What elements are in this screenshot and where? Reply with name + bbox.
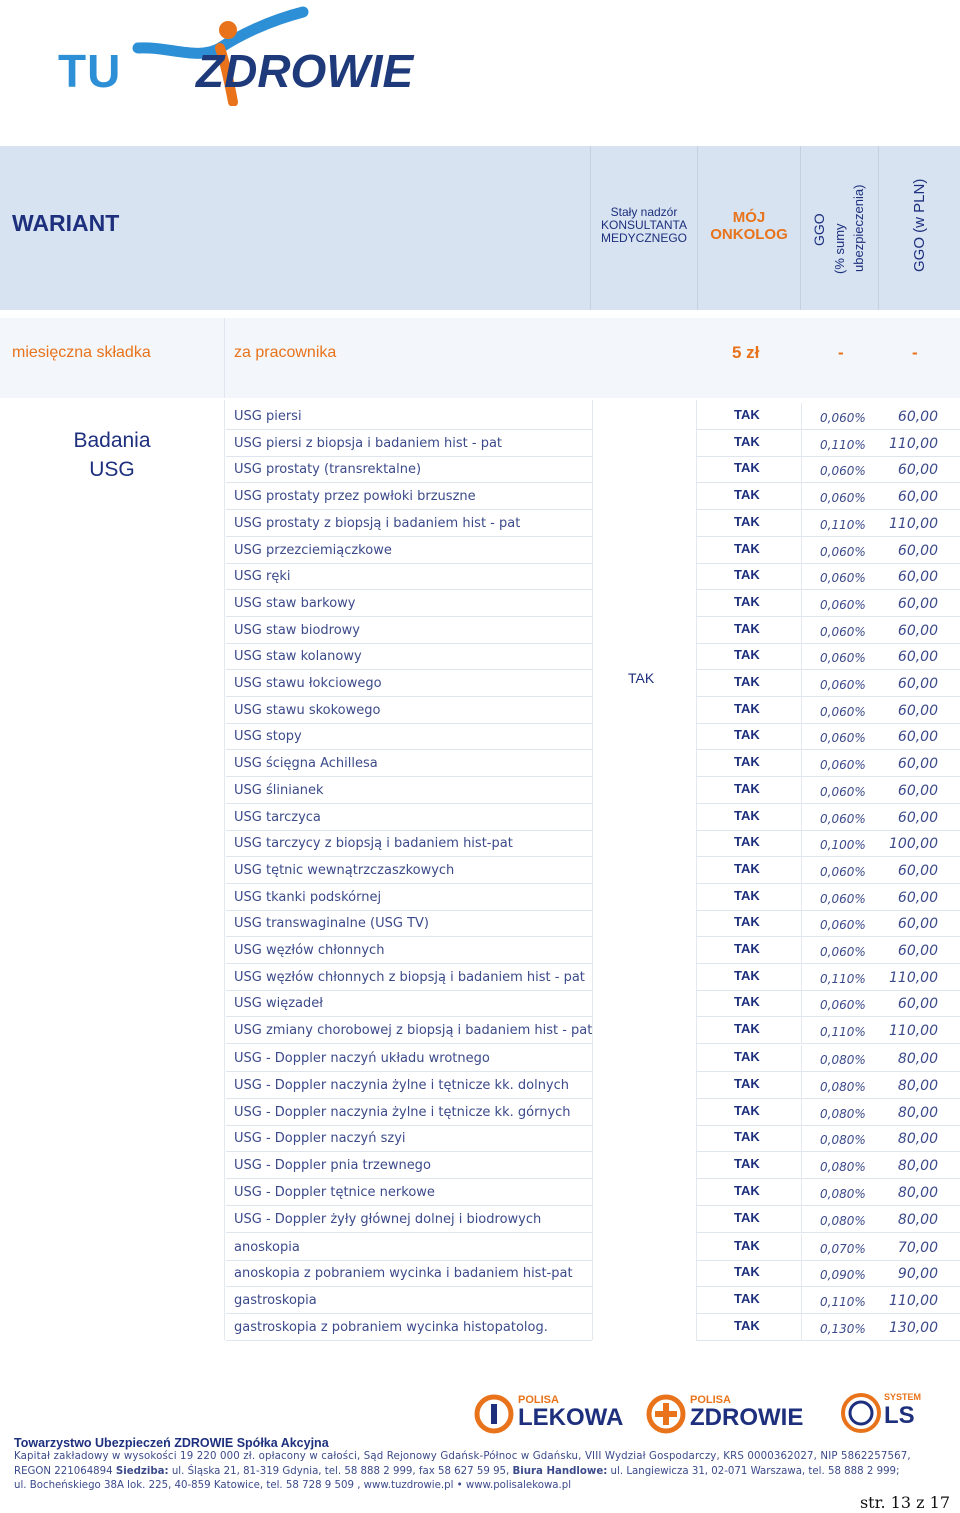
header-staly-nadzor <box>596 206 692 245</box>
row-divider <box>226 1340 592 1341</box>
row-divider <box>801 617 802 644</box>
ggo-percent: 0,060% <box>820 811 866 826</box>
service-name: USG staw biodrowy <box>234 622 360 638</box>
moj-onkolog-tak: TAK <box>734 1129 760 1145</box>
polisa-big-text: ZDROWIE <box>690 1404 804 1431</box>
company-footer <box>14 1436 924 1494</box>
moj-onkolog-tak: TAK <box>734 1076 760 1091</box>
ggo-pln: 100,00 <box>889 836 938 853</box>
ggo-pln: 90,00 <box>897 1266 938 1283</box>
moj-onkolog-tak: TAK <box>734 433 760 449</box>
service-name: USG więzadeł <box>234 996 323 1012</box>
moj-onkolog-tak: TAK <box>734 1209 760 1225</box>
header-staly-line: KONSULTANTA <box>600 218 687 232</box>
ggo-percent: 0,080% <box>820 1186 866 1201</box>
ggo-percent: 0,060% <box>820 864 866 879</box>
service-name: USG piersi <box>234 409 302 424</box>
ggo-pln: 80,00 <box>897 1211 938 1228</box>
table-row <box>226 1314 960 1341</box>
row-divider <box>801 1072 802 1099</box>
ggo-pln: 60,00 <box>897 943 938 959</box>
ggo-pln: 60,00 <box>897 916 938 933</box>
row-divider <box>801 750 802 777</box>
header-moj-onkolog <box>700 209 798 243</box>
table-header <box>0 146 960 310</box>
table-row <box>226 1206 960 1233</box>
service-name: USG tętnic wewnątrzczaszkowych <box>234 862 455 878</box>
table-row <box>226 590 960 617</box>
moj-onkolog-tak: TAK <box>734 1264 760 1280</box>
footer-line: ul. Bocheńskiego 38A lok. 225, 40-859 Katowice, tel. 58 728 9 509 , www.tuzdrowie.pl • www.polisalekowa.pl <box>14 1480 572 1492</box>
moj-onkolog-tak: TAK <box>734 967 760 983</box>
ggo-percent: 0,070% <box>820 1241 866 1256</box>
service-name: gastroskopia z pobraniem wycinka histopatolog. <box>234 1319 548 1335</box>
category-line: Badania <box>73 429 151 452</box>
service-name: USG stawu łokciowego <box>234 676 382 691</box>
ggo-pln: 60,00 <box>897 569 938 586</box>
table-row <box>226 1045 960 1072</box>
polisa-lekowa-logo <box>474 1392 634 1438</box>
row-divider <box>801 697 802 724</box>
moj-onkolog-tak: TAK <box>734 513 760 529</box>
moj-onkolog-tak: TAK <box>734 647 760 663</box>
table-row <box>226 1234 960 1261</box>
row-divider <box>801 857 802 884</box>
table-row <box>226 750 960 777</box>
service-name: USG - Doppler naczynia żylne i tętnicze kk. górnych <box>234 1104 571 1120</box>
table-row <box>226 1179 960 1206</box>
ggo-percent: 0,060% <box>820 945 866 959</box>
row-divider <box>696 1232 960 1233</box>
moj-onkolog-tak: TAK <box>734 1156 760 1172</box>
column-divider <box>224 400 225 1340</box>
table-row <box>226 697 960 724</box>
ggo-pln: 80,00 <box>897 1158 938 1175</box>
ggo-percent: 0,090% <box>820 1268 866 1283</box>
table-row <box>226 1287 960 1314</box>
row-divider <box>696 1340 960 1341</box>
service-name: USG przezciemiączkowe <box>234 542 392 558</box>
moj-onkolog-tak: TAK <box>734 593 760 609</box>
service-name: anoskopia z pobraniem wycinka i badaniem hist-pat <box>234 1266 573 1282</box>
table-row <box>226 1152 960 1179</box>
premium-for-label: za pracownika <box>234 344 337 361</box>
table-row <box>226 483 960 510</box>
service-name: USG staw kolanowy <box>234 649 362 665</box>
system-big-text: LS <box>884 1402 915 1429</box>
ggo-percent: 0,080% <box>820 1053 866 1068</box>
moj-onkolog-tak: TAK <box>734 674 760 689</box>
moj-onkolog-tak: TAK <box>734 1291 760 1307</box>
moj-onkolog-tak: TAK <box>734 620 760 636</box>
row-divider <box>801 777 802 804</box>
ggo-pln: 110,00 <box>889 435 938 452</box>
premium-dash: - <box>912 343 918 362</box>
row-divider <box>801 643 802 670</box>
row-divider <box>801 590 802 617</box>
row-divider <box>801 510 802 537</box>
header-divider <box>878 146 879 310</box>
table-row <box>226 617 960 644</box>
table-row <box>226 537 960 564</box>
table-row <box>226 937 960 964</box>
ggo-percent: 0,110% <box>820 1295 866 1310</box>
footer-biura-label: Biura Handlowe: <box>512 1465 608 1477</box>
table-row <box>226 1099 960 1126</box>
system-ls-icon <box>840 1392 882 1434</box>
ggo-pln: 60,00 <box>897 702 938 719</box>
moj-onkolog-tak: TAK <box>734 941 760 956</box>
header-ggo-line: (% sumy <box>832 223 847 274</box>
table-row <box>226 857 960 884</box>
ggo-pln: 70,00 <box>897 1239 938 1256</box>
ggo-pln: 60,00 <box>897 649 938 666</box>
company-name: Towarzystwo Ubezpieczeń ZDROWIE Spółka Akcyjna <box>14 1436 329 1450</box>
header-ggo-pln: GGO (w PLN) <box>911 178 928 272</box>
ggo-pln: 60,00 <box>897 862 938 879</box>
service-name: USG stopy <box>234 729 302 745</box>
moj-onkolog-tak: TAK <box>734 860 760 876</box>
ggo-percent: 0,060% <box>820 544 866 559</box>
service-name: USG ręki <box>234 569 291 585</box>
service-name: USG tkanki podskórnej <box>234 889 382 905</box>
table-row <box>226 884 960 911</box>
premium-label: miesięczna składka <box>12 344 151 361</box>
moj-onkolog-tak: TAK <box>734 914 760 930</box>
row-divider <box>801 403 802 430</box>
ggo-pln: 80,00 <box>897 1078 938 1094</box>
row-divider <box>801 1152 802 1179</box>
ggo-pln: 80,00 <box>897 1051 938 1068</box>
ggo-percent: 0,060% <box>820 571 866 586</box>
row-divider <box>801 1125 802 1152</box>
ggo-pln: 60,00 <box>897 996 938 1013</box>
moj-onkolog-tak: TAK <box>734 1021 760 1037</box>
header-staly-line: MEDYCZNEGO <box>600 231 687 245</box>
page-number: str. 13 z 17 <box>859 1493 950 1512</box>
ggo-percent: 0,060% <box>820 891 866 906</box>
moj-onkolog-tak: TAK <box>734 407 760 422</box>
header-ggo-percent <box>812 213 827 246</box>
header-ggo-line: GGO <box>811 213 827 246</box>
service-name: USG węzłów chłonnych <box>234 943 385 958</box>
service-name: gastroskopia <box>234 1293 317 1309</box>
row-divider <box>801 723 802 750</box>
row-divider <box>801 884 802 911</box>
category-label <box>0 426 224 484</box>
ggo-pln: 60,00 <box>897 489 938 506</box>
table-row <box>226 1017 960 1044</box>
row-divider <box>801 1234 802 1261</box>
row-divider <box>801 537 802 564</box>
moj-onkolog-tak: TAK <box>734 834 760 850</box>
ggo-percent: 0,060% <box>820 678 866 692</box>
premium-divider <box>224 318 225 398</box>
table-row <box>226 403 960 430</box>
service-name: USG stawu skokowego <box>234 702 381 718</box>
ggo-pln: 60,00 <box>897 782 938 799</box>
ggo-pln: 60,00 <box>897 542 938 559</box>
footer-line: Kapitał zakładowy w wysokości 19 220 000 zł. opłacony w całości, Sąd Rejonowy Gdańsk-Północ w Gdańsku, VIII Wydział Gospodarczy, KRS 0000362027, NIP 5862257567, <box>14 1451 911 1463</box>
table-row <box>226 670 960 697</box>
ggo-percent: 0,130% <box>820 1321 866 1336</box>
ggo-percent: 0,110% <box>820 517 866 532</box>
moj-onkolog-tak: TAK <box>734 994 760 1010</box>
logo-text-zdrowie: ZDROWIE <box>196 45 414 97</box>
table-row <box>226 777 960 804</box>
moj-onkolog-tak: TAK <box>734 754 760 770</box>
moj-onkolog-tak: TAK <box>734 1237 760 1253</box>
ggo-pln: 110,00 <box>889 969 938 986</box>
service-name: USG węzłów chłonnych z biopsją i badaniem hist - pat <box>234 969 585 985</box>
ggo-percent: 0,060% <box>820 758 866 773</box>
ggo-pln: 80,00 <box>897 1131 938 1148</box>
service-name: USG - Doppler naczyń szyi <box>234 1131 406 1147</box>
row-divider <box>801 804 802 831</box>
premium-price: 5 zł <box>732 343 760 362</box>
ggo-pln: 110,00 <box>889 515 938 532</box>
category-line: USG <box>89 458 135 481</box>
row-divider <box>226 1232 592 1233</box>
header-divider <box>800 146 801 310</box>
moj-onkolog-tak: TAK <box>734 487 760 503</box>
table-row <box>226 563 960 590</box>
staly-nadzor-tak: TAK <box>628 670 655 686</box>
service-name: USG tarczyca <box>234 809 321 825</box>
table-row <box>226 1072 960 1099</box>
footer-siedziba: ul. Śląska 21, 81-319 Gdynia, tel. 58 888 2 999, fax 58 627 59 95, <box>168 1465 513 1477</box>
ggo-pln: 60,00 <box>897 595 938 612</box>
row-divider <box>801 937 802 964</box>
row-divider <box>801 990 802 1017</box>
header-ggo-percent-sub <box>832 223 847 274</box>
ggo-pln: 110,00 <box>889 1023 938 1040</box>
ggo-percent: 0,060% <box>820 918 866 933</box>
table-row <box>226 430 960 457</box>
row-divider <box>801 1287 802 1314</box>
row-divider <box>801 1260 802 1287</box>
footer-regon: REGON 221064894 <box>14 1465 116 1477</box>
moj-onkolog-tak: TAK <box>734 460 760 476</box>
ggo-pln: 60,00 <box>897 729 938 746</box>
polisa-zdrowie-logo <box>646 1392 821 1438</box>
system-small-text: SYSTEM <box>884 1392 922 1402</box>
header-moj-line: MÓJ <box>732 209 766 226</box>
ggo-percent: 0,060% <box>820 704 866 719</box>
service-name: USG - Doppler pnia trzewnego <box>234 1158 431 1174</box>
ggo-pln: 130,00 <box>889 1319 938 1336</box>
ggo-percent: 0,060% <box>820 651 866 666</box>
ggo-percent: 0,110% <box>820 1025 866 1040</box>
row-divider <box>801 483 802 510</box>
row-divider <box>226 1043 592 1044</box>
ggo-percent: 0,060% <box>820 411 866 425</box>
moj-onkolog-tak: TAK <box>734 727 760 743</box>
moj-onkolog-tak: TAK <box>734 887 760 903</box>
ggo-pln: 60,00 <box>897 809 938 826</box>
ggo-percent: 0,110% <box>820 971 866 986</box>
ggo-percent: 0,080% <box>820 1106 866 1121</box>
row-divider <box>801 563 802 590</box>
service-name: USG tarczycy z biopsją i badaniem hist-pat <box>234 836 513 852</box>
moj-onkolog-tak: TAK <box>734 540 760 556</box>
footer-biura: ul. Langiewicza 31, 02-071 Warszawa, tel. 58 888 2 999; <box>607 1465 900 1477</box>
ggo-percent: 0,060% <box>820 731 866 746</box>
table-row <box>226 456 960 483</box>
row-divider <box>801 964 802 991</box>
ggo-pln: 80,00 <box>897 1104 938 1121</box>
ggo-pln: 110,00 <box>889 1293 938 1310</box>
ggo-percent: 0,060% <box>820 998 866 1013</box>
row-divider <box>801 430 802 457</box>
table-row <box>226 723 960 750</box>
row-divider <box>696 1043 960 1044</box>
category-cell <box>0 400 224 1340</box>
polisa-small-text: POLISA <box>690 1394 731 1406</box>
row-divider <box>801 1206 802 1233</box>
service-name: USG ścięgna Achillesa <box>234 756 378 772</box>
premium-dash: - <box>838 343 844 362</box>
row-divider <box>801 1017 802 1044</box>
moj-onkolog-tak: TAK <box>734 1182 760 1198</box>
header-staly-line: Stały nadzór <box>610 205 678 219</box>
table-row <box>226 643 960 670</box>
ggo-percent: 0,100% <box>820 838 866 853</box>
table-row <box>226 1125 960 1152</box>
row-divider <box>801 830 802 857</box>
ggo-pln: 60,00 <box>897 756 938 773</box>
header-divider <box>590 146 591 310</box>
ggo-percent: 0,060% <box>820 784 866 799</box>
service-name: USG - Doppler naczynia żylne i tętnicze kk. dolnych <box>234 1078 570 1093</box>
ggo-pln: 60,00 <box>897 622 938 639</box>
ggo-pln: 60,00 <box>897 676 938 692</box>
tuzdrowie-logo <box>58 6 448 106</box>
service-name: USG prostaty z biopsją i badaniem hist - pat <box>234 515 521 531</box>
service-name: USG - Doppler żyły głównej dolnej i biodrowych <box>234 1211 542 1227</box>
table-row <box>226 510 960 537</box>
table-row <box>226 804 960 831</box>
ggo-percent: 0,080% <box>820 1160 866 1175</box>
premium-row <box>0 318 960 398</box>
service-name: USG - Doppler tętnice nerkowe <box>234 1184 435 1200</box>
polisa-lekowa-icon <box>474 1394 514 1434</box>
service-name: USG zmiany chorobowej z biopsją i badaniem hist - pat <box>234 1023 593 1039</box>
table-row <box>226 964 960 991</box>
medical-cross-icon <box>646 1394 686 1434</box>
ggo-percent: 0,110% <box>820 437 866 452</box>
row-divider <box>801 1045 802 1072</box>
ggo-pln: 80,00 <box>897 1184 938 1201</box>
ggo-percent: 0,080% <box>820 1213 866 1228</box>
ggo-pln: 60,00 <box>897 409 938 425</box>
ggo-percent: 0,060% <box>820 464 866 479</box>
header-ggo-percent-sub <box>851 185 866 272</box>
footer-line <box>14 1465 924 1479</box>
row-divider <box>801 670 802 697</box>
row-divider <box>801 1179 802 1206</box>
row-divider <box>801 1099 802 1126</box>
ggo-percent: 0,060% <box>820 597 866 612</box>
moj-onkolog-tak: TAK <box>734 700 760 716</box>
service-name: USG staw barkowy <box>234 595 356 611</box>
wariant-label: WARIANT <box>12 210 120 236</box>
moj-onkolog-tak: TAK <box>734 780 760 796</box>
ggo-percent: 0,080% <box>820 1133 866 1148</box>
moj-onkolog-tak: TAK <box>734 1317 760 1333</box>
row-divider <box>801 456 802 483</box>
polisa-big-text: LEKOWA <box>518 1404 624 1431</box>
ggo-percent: 0,060% <box>820 624 866 639</box>
service-name: USG prostaty przez powłoki brzuszne <box>234 489 476 505</box>
table-row <box>226 830 960 857</box>
footer-siedziba-label: Siedziba: <box>115 1465 169 1477</box>
logo-text-tu: TU <box>58 45 122 97</box>
table-row <box>226 910 960 937</box>
moj-onkolog-tak: TAK <box>734 1102 760 1118</box>
service-name: USG transwaginalne (USG TV) <box>234 916 429 932</box>
ggo-percent: 0,080% <box>820 1080 866 1094</box>
ggo-pln: 60,00 <box>897 462 938 479</box>
header-ggo-line: ubezpieczenia) <box>851 184 866 272</box>
header-divider <box>697 146 698 310</box>
service-name: USG piersi z biopsja i badaniem hist - pat <box>234 435 503 451</box>
ggo-pln: 60,00 <box>897 889 938 906</box>
row-divider <box>801 910 802 937</box>
polisa-small-text: POLISA <box>518 1394 559 1406</box>
ggo-percent: 0,060% <box>820 491 866 506</box>
moj-onkolog-tak: TAK <box>734 567 760 583</box>
system-ls-logo <box>840 1392 920 1438</box>
header-moj-line: ONKOLOG <box>710 226 788 243</box>
moj-onkolog-tak: TAK <box>734 1049 760 1065</box>
row-divider <box>801 1314 802 1341</box>
service-name: USG ślinianek <box>234 782 324 798</box>
moj-onkolog-tak: TAK <box>734 807 760 823</box>
service-name: USG - Doppler naczyń układu wrotnego <box>234 1051 490 1067</box>
table-row <box>226 990 960 1017</box>
service-name: anoskopia <box>234 1239 300 1255</box>
service-name: USG prostaty (transrektalne) <box>234 462 422 478</box>
table-row <box>226 1260 960 1287</box>
